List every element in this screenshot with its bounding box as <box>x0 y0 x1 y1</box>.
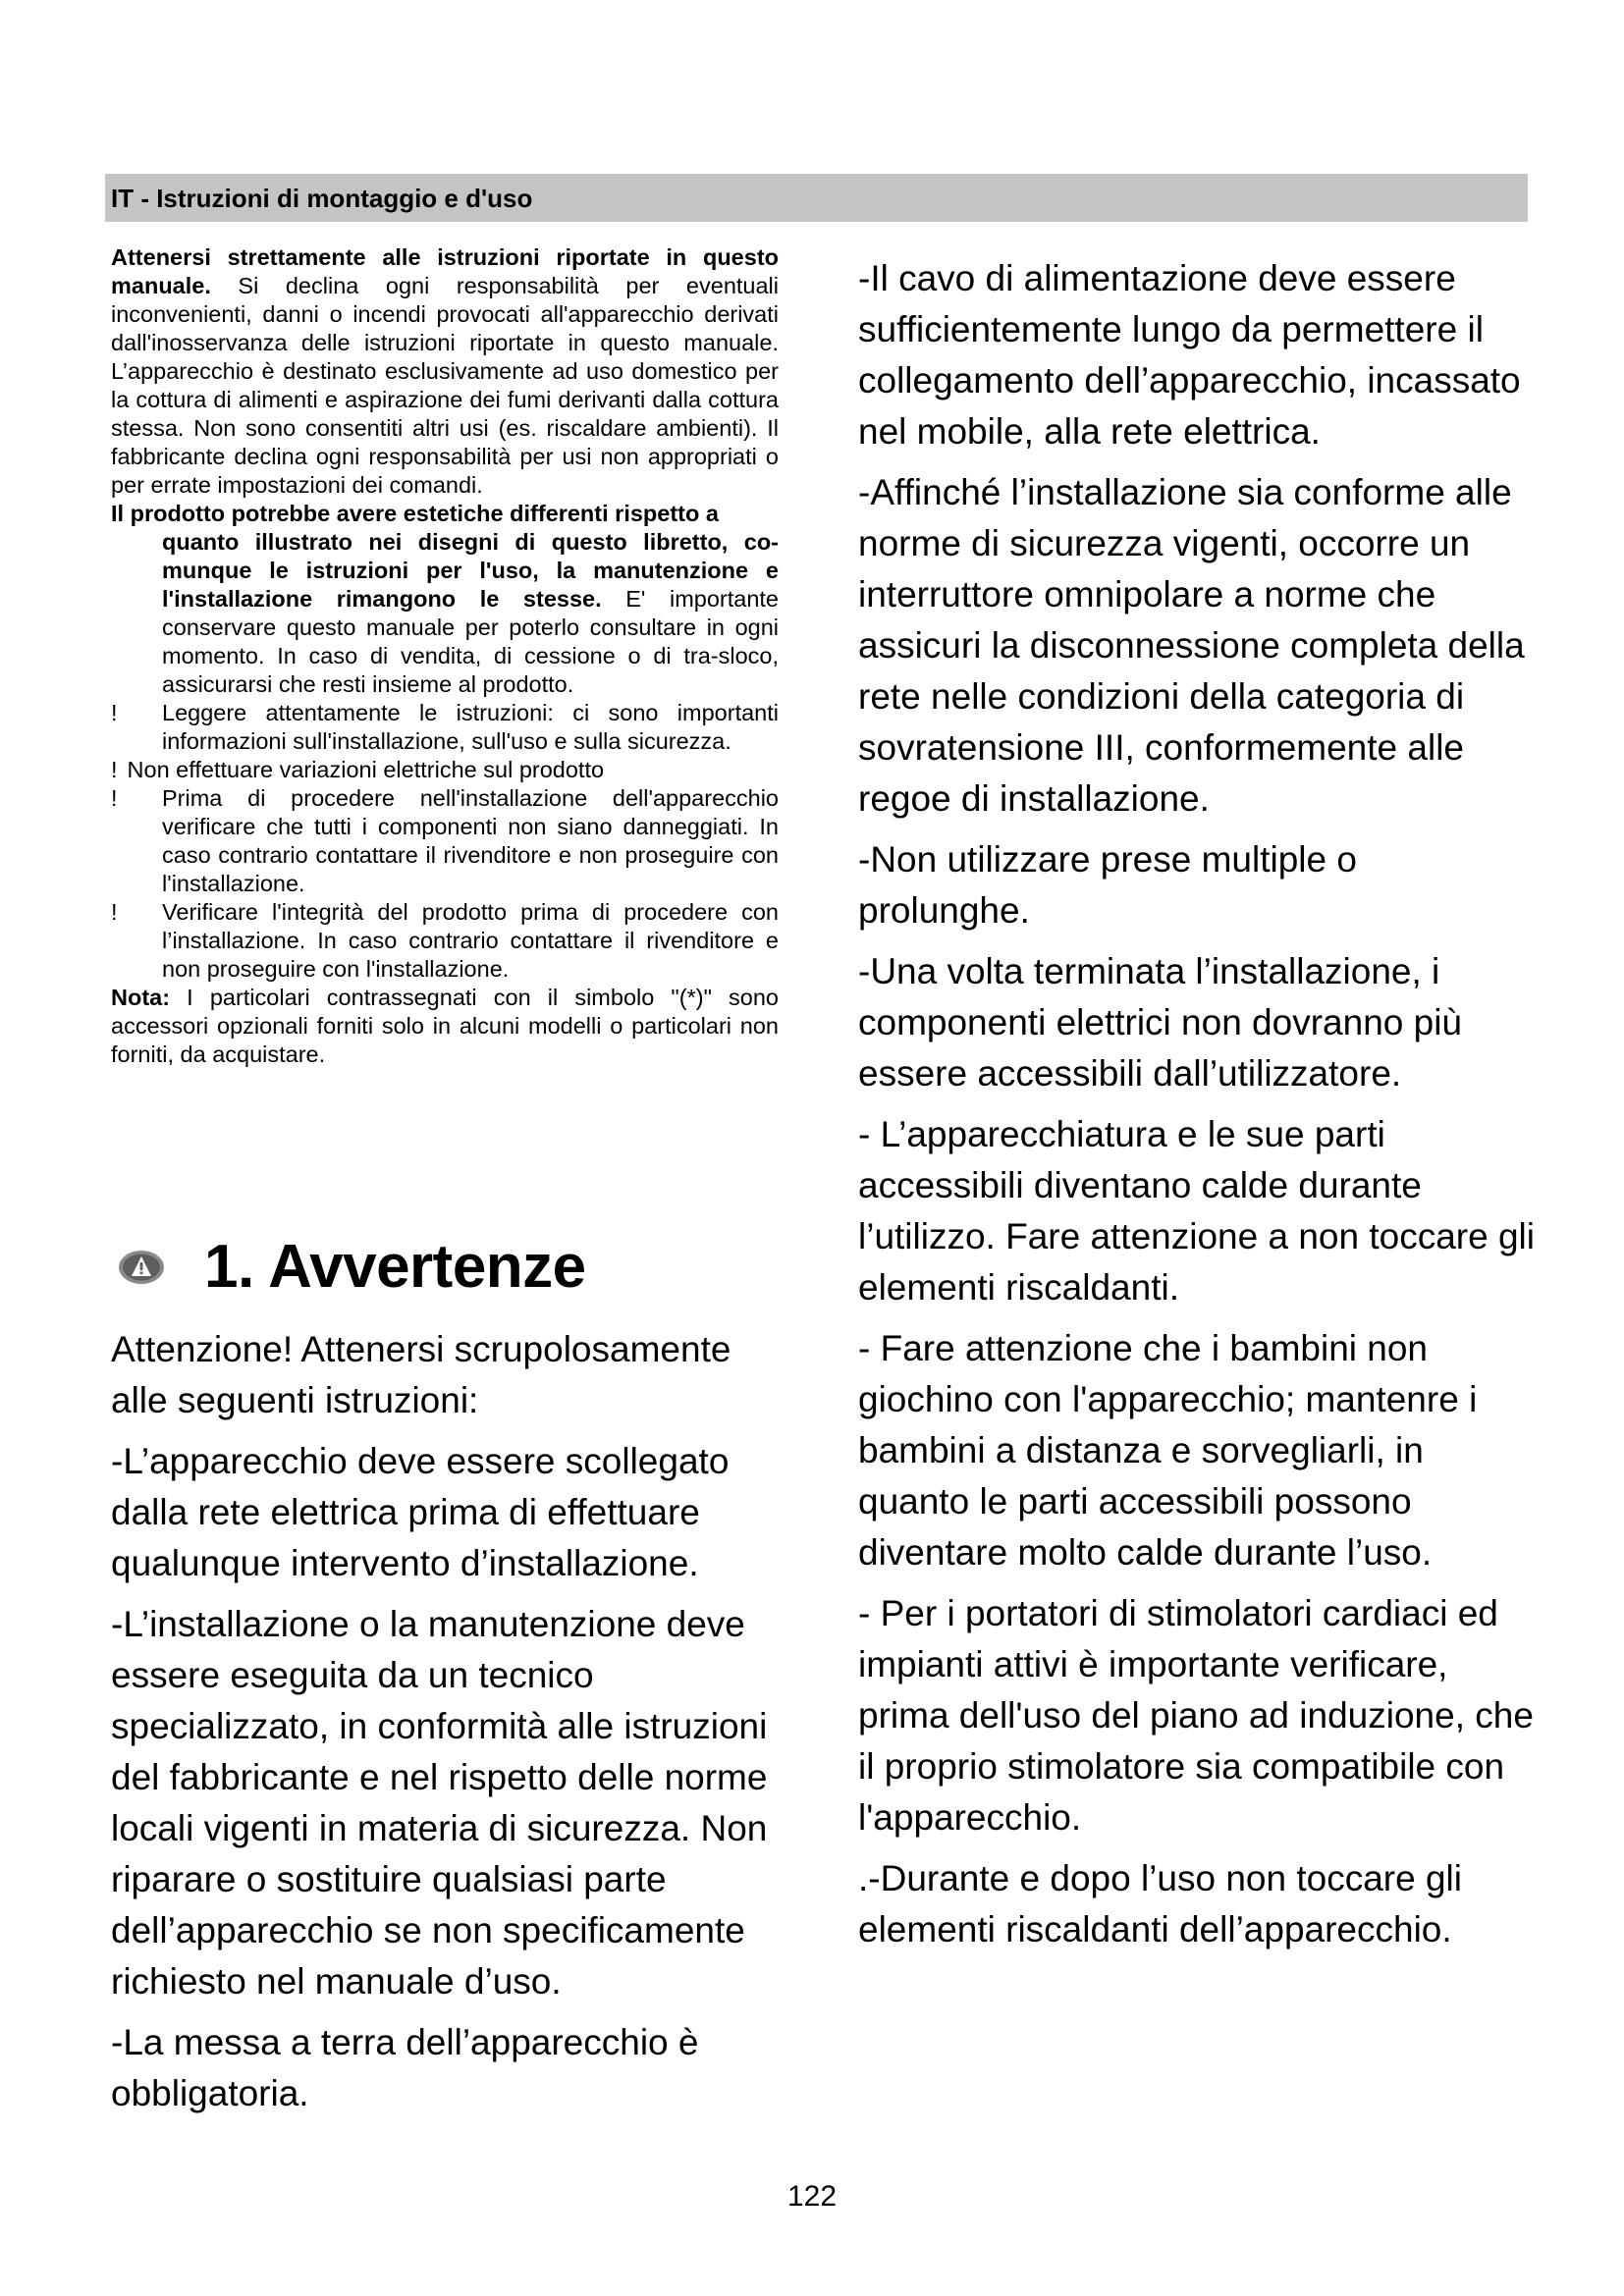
intro-text-2: E' importante conservare questo manuale per poterlo consultare in ogni momento. In caso di vendita, di cessione o di tra-sloco, assicurarsi che resti insieme al prodotto. <box>162 586 780 697</box>
bullet-item-4 <box>111 898 779 984</box>
intro-paragraph-2-lead <box>111 500 779 528</box>
section-title: 1. Avvertenze <box>204 1233 586 1301</box>
intro-bold-2b: quanto illustrato nei disegni di questo libretto, co-munque le istruzioni per l'uso, la manutenzione e l'installazione rimangono le stesse. <box>162 529 779 612</box>
warning-paragraph: -L’apparecchio deve essere scollegato dalla rete elettrica prima di effettuare qualunque intervento d’installazione. <box>111 1441 730 1583</box>
warning-icon <box>118 1250 165 1285</box>
nota-label: Nota: <box>111 985 171 1010</box>
bullet-text-4: Verificare l'integrità del prodotto prima di procedere con l’installazione. In caso contrario contattare il rivenditore e non proseguire con l'installazione. <box>162 899 779 982</box>
warning-paragraph: - Per i portatori di stimolatori cardiaci ed impianti attivi è importante verificare, prima dell'uso del piano ad induzione, che il proprio stimolatore sia compatibile con l'apparecchio. <box>858 1593 1534 1838</box>
bullet-text-3: Prima di procedere nell'installazione dell'apparecchio verificare che tutti i componenti non siano danneggiati. In caso contrario contattare il rivenditore e non proseguire con l'installazione. <box>162 785 779 896</box>
bullet-item-3 <box>111 784 779 898</box>
nota-text: I particolari contrassegnati con il simbolo "(*)" sono accessori opzionali forniti solo in alcuni modelli o particolari non forniti, da acquistare. <box>111 985 779 1067</box>
intro-bold-1: Attenersi strettamente alle istruzioni riportate in questo manuale. <box>111 244 779 298</box>
bullet-item-2 <box>111 756 779 784</box>
bullet-mark: ! <box>111 757 118 782</box>
bullet-mark: ! <box>111 899 118 925</box>
warnings-left-column <box>111 1324 788 2129</box>
warning-paragraph: -La messa a terra dell’apparecchio è obbligatoria. <box>111 2022 699 2113</box>
warning-paragraph: Attenzione! Attenersi scrupolosamente alle seguenti istruzioni: <box>111 1329 731 1420</box>
intro-bold-2a: Il prodotto potrebbe avere estetiche differenti rispetto a <box>111 501 719 526</box>
intro-paragraph-2 <box>111 528 779 699</box>
warning-paragraph: -Una volta terminata l’installazione, i componenti elettrici non dovranno più essere accessibili dall’utilizzatore. <box>858 951 1462 1094</box>
warnings-right-column <box>858 253 1536 1965</box>
bullet-text-1: Leggere attentamente le istruzioni: ci sono importanti informazioni sull'installazione, sull'uso e sulla sicurezza. <box>162 700 779 754</box>
bullet-text-2: Non effettuare variazioni elettriche sul prodotto <box>127 757 605 782</box>
header-title: IT - Istruzioni di montaggio e d'uso <box>111 184 533 213</box>
bullet-mark: ! <box>111 785 118 811</box>
page-number: 122 <box>786 2180 838 2213</box>
warning-paragraph: -Affinché l’installazione sia conforme alle norme di sicurezza vigenti, occorre un interruttore omnipolare a norme che assicuri la disconnessione completa della rete nelle condizioni della categoria di sovratensione III, conformemente alle regoe di installazione. <box>858 472 1525 819</box>
intro-section <box>111 243 779 1069</box>
intro-text-1: Si declina ogni responsabilità per eventuali inconvenienti, danni o incendi provocati all'apparecchio derivati dall'inosservanza delle istruzioni riportate in questo manuale. L’apparecchio è destinato esclusivamente ad uso domestico per la cottura di alimenti e aspirazione dei fumi derivanti dalla cottura stessa. Non sono consentiti altri usi (es. riscaldare ambienti). Il fabbricante declina ogni responsabilità per usi non appropriati o per errate impostazioni dei comandi. <box>111 273 779 498</box>
intro-paragraph-1 <box>111 243 779 500</box>
bullet-mark: ! <box>111 700 118 725</box>
bullet-item-1 <box>111 699 779 756</box>
warning-paragraph: - Fare attenzione che i bambini non giochino con l'apparecchio; mantenre i bambini a distanza e sorvegliarli, in quanto le parti accessibili possono diventare molto calde durante l’uso. <box>858 1328 1478 1573</box>
section-heading <box>118 1232 586 1302</box>
warning-paragraph: -L’installazione o la manutenzione deve essere eseguita da un tecnico specializzato, in conformità alle istruzioni del fabbricante e nel rispetto delle norme locali vigenti in materia di sicurezza. Non riparare o sostituire qualsiasi parte dell’apparecchio se non specificamente richiesto nel manuale d’uso. <box>111 1604 768 2002</box>
header-bar <box>105 174 1528 222</box>
nota-paragraph <box>111 984 779 1069</box>
warning-paragraph: -Il cavo di alimentazione deve essere sufficientemente lungo da permettere il collegamento dell’apparecchio, incassato nel mobile, alla rete elettrica. <box>858 258 1521 452</box>
warning-paragraph: .-Durante e dopo l’uso non toccare gli elementi riscaldanti dell’apparecchio. <box>858 1858 1462 1949</box>
warning-paragraph: - L’apparecchiatura e le sue parti accessibili diventano calde durante l’utilizzo. Fare attenzione a non toccare gli elementi riscaldanti. <box>858 1114 1535 1308</box>
warning-paragraph: -Non utilizzare prese multiple o prolunghe. <box>858 839 1357 931</box>
